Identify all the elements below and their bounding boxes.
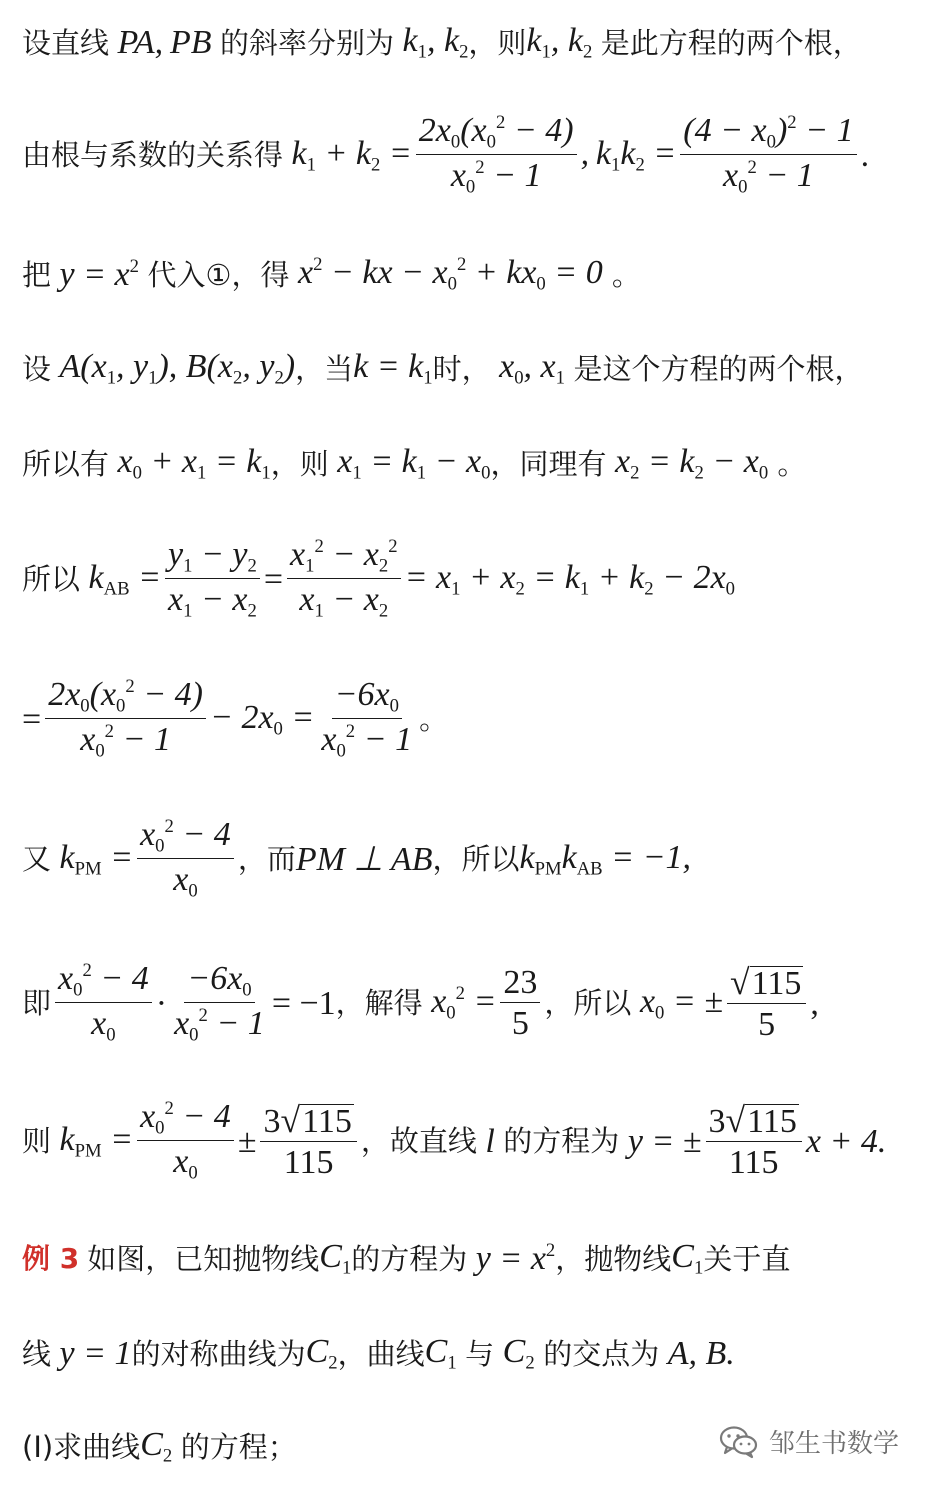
- math: PA, PB: [109, 24, 221, 62]
- math: $x_1 = k_1 - x_0$: [328, 443, 491, 484]
- text: ，所以: [432, 842, 520, 877]
- math: l: [476, 1122, 504, 1160]
- math: $k_{PM}k_{AB} = -1$,: [519, 838, 692, 880]
- fraction: $\frac{(4 - x_0)^2 - 1}{x_0^2 - 1}$: [680, 114, 856, 197]
- text: 与: [465, 1336, 495, 1371]
- line-2: [22, 111, 909, 198]
- math: $x_0^2$ =: [422, 982, 497, 1024]
- text: 则: [22, 1124, 52, 1159]
- fraction: $\frac{y_1 - y_2}{x_1 - x_2}$: [165, 538, 260, 621]
- example-line-2: [22, 1335, 909, 1373]
- text: 的斜率分别为: [220, 25, 395, 60]
- math: $k_{PM}$ =: [51, 838, 134, 880]
- example-line-1: [22, 1240, 909, 1278]
- text: 由根与系数的关系得: [22, 138, 284, 173]
- text: 设直线: [22, 25, 110, 60]
- math: $x^2$ − kx − $x_0^2 + kx_0 = 0$: [289, 253, 603, 295]
- text: 线: [22, 1336, 52, 1371]
- line-5: [22, 445, 909, 483]
- text: 代入①，得: [147, 257, 290, 292]
- text: ，则: [468, 25, 527, 60]
- math: .: [860, 136, 870, 174]
- line-9: [22, 959, 909, 1046]
- text: 时，: [432, 351, 491, 386]
- text: ，解得: [335, 986, 423, 1021]
- text: ，抛物线: [555, 1241, 672, 1276]
- text: 如图，已知抛物线: [87, 1241, 320, 1276]
- text: 。: [768, 446, 807, 481]
- math: $C_2$: [494, 1333, 535, 1374]
- text: 。: [602, 257, 641, 292]
- math: $C_1$: [671, 1238, 704, 1279]
- math: = $x_1 + x_2 = k_1 + k_2 - 2x_0$: [404, 558, 736, 600]
- fraction: $\frac{x_1^2 - x_2^2}{x_1 - x_2}$: [287, 538, 401, 621]
- line-3: [22, 253, 909, 295]
- math: $x_0 + x_1 = k_1$: [109, 443, 271, 484]
- math: $C_2$: [305, 1333, 338, 1374]
- math: $C_1$: [424, 1333, 457, 1374]
- text: 的方程为: [503, 1124, 620, 1159]
- fraction: $\frac{x_0^2 - 4}{x_0}$: [137, 818, 234, 901]
- math: ±: [237, 1122, 257, 1160]
- fraction: $\frac{-6x_0}{x_0^2 - 1}$: [174, 960, 265, 1046]
- math: ,: [810, 984, 819, 1022]
- math: y = 1: [51, 1335, 132, 1373]
- text: 即: [22, 986, 52, 1021]
- text: 又: [22, 842, 52, 877]
- text: 是此方程的两个根，: [600, 25, 862, 60]
- math: =: [263, 560, 284, 598]
- math: $C_1$: [319, 1238, 352, 1279]
- fraction: $\frac{x_0^2 - 4}{x_0}$: [137, 1100, 234, 1183]
- math: $k = k_1$: [353, 348, 433, 389]
- text: (Ⅰ)求曲线: [22, 1429, 141, 1464]
- text: ，当: [295, 351, 354, 386]
- math: $x_2 = k_2 - x_0$: [606, 443, 769, 484]
- math: $x_0$, $x_1$: [490, 348, 565, 389]
- text: 。: [419, 702, 449, 737]
- fraction: $\frac{2x_0(x_0^2 - 4)}{x_0^2 - 1}$: [45, 678, 206, 761]
- math: $k_1$, $k_2$: [394, 22, 469, 63]
- text: 是这个方程的两个根，: [573, 351, 864, 386]
- math: =: [22, 700, 42, 738]
- text: ，则: [270, 446, 329, 481]
- math: $k_{PM}$ =: [51, 1120, 134, 1162]
- math: − $2x_0$ =: [210, 698, 315, 740]
- text: 所以: [22, 562, 81, 597]
- math: , $k_1k_2$ =: [580, 134, 677, 176]
- math: y = ±: [619, 1122, 702, 1160]
- math: $k_{AB}$ =: [80, 558, 162, 600]
- fraction: 3 √ 115 115: [260, 1103, 356, 1180]
- line-10: [22, 1097, 909, 1184]
- math: $C_2$: [140, 1426, 173, 1467]
- fraction: 3 √ 115 115: [706, 1103, 802, 1180]
- text: 的方程为: [351, 1241, 468, 1276]
- line-1: [22, 24, 909, 62]
- line-4: [22, 350, 909, 388]
- fraction: $\frac{-6x_0}{x_0^2 - 1}$: [321, 676, 413, 762]
- text: ，所以: [544, 986, 632, 1021]
- math: ·: [155, 984, 168, 1022]
- text: 关于直: [703, 1241, 791, 1276]
- line-6: [22, 535, 909, 622]
- math: $k_1$, $k_2$: [526, 22, 593, 63]
- fraction: √ 115 5: [727, 965, 806, 1042]
- watermark: [719, 1423, 899, 1460]
- math: $k_1 + k_2$ =: [283, 134, 412, 176]
- math: = −1: [271, 984, 336, 1022]
- fraction: $\frac{x_0^2 - 4}{x_0}$: [55, 962, 152, 1045]
- math: A, B.: [659, 1335, 735, 1373]
- math: $y = x^2$: [51, 256, 139, 294]
- text: 把: [22, 257, 52, 292]
- math: $A(x_1$, $y_1$), $B(x_2$, $y_2$): [51, 348, 296, 389]
- math: PM ⊥ AB: [295, 840, 433, 878]
- text: ，曲线: [337, 1336, 425, 1371]
- text: 的方程；: [180, 1429, 297, 1464]
- fraction: $\frac{2x_0(x_0^2 - 4)}{x_0^2 - 1}$: [416, 114, 577, 197]
- text: 所以有: [22, 446, 110, 481]
- example-label: 例 3: [22, 1242, 80, 1276]
- watermark-label: 邹生书数学: [768, 1429, 899, 1459]
- math: x + 4.: [805, 1122, 887, 1160]
- text: ，而: [237, 842, 296, 877]
- fraction: $\frac{23}{5}$: [500, 966, 540, 1041]
- line-7: [22, 675, 909, 762]
- math: $x_0$ = ±: [631, 982, 723, 1024]
- math: $y = x^2$: [467, 1240, 556, 1278]
- line-8: [22, 815, 909, 902]
- text: 设: [22, 351, 52, 386]
- text: 的交点为: [543, 1336, 660, 1371]
- text: ，同理有: [490, 446, 607, 481]
- text: ，故直线: [360, 1124, 477, 1159]
- wechat-icon: [719, 1425, 759, 1459]
- text: 的对称曲线为: [131, 1336, 306, 1371]
